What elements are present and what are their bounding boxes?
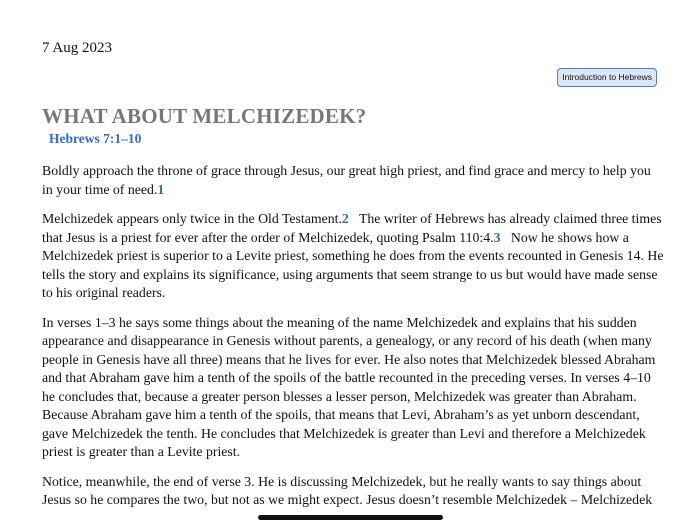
paragraph-3: In verses 1–3 he says some things about the meaning of the name Melchizedek and explains that his sudden appearance and disappearance in Genesis without parents, a genealogy, or any record of his death (when many people in Genesis have all three) means that he lives for ever. He also notes that Melchizedek blessed Abraham and that Abraham gave him a tenth of the spoils of the battle recounted in the preceding verses. In verses 4–10 he concludes that, because a greater person blesses a lesser person, Melchizedek was greater than Abraham. Because Abraham gave him a tenth of the spoils, that means that Levi, Abraham’s as yet unborn descendant, gave Melchizedek the tenth. He concludes that Melchizedek is greater than Levi and therefore a Melchizedek priest is greater than a Levite priest. [42,314,656,459]
date-label: 7 Aug 2023 [42,40,113,56]
article-body [42,162,664,521]
paragraph-2-text-b: The writer of Hebrews has already claimed three times that Jesus is a priest for ever after the order of Melchizedek, quoting Psalm 110:4. [42,211,662,245]
home-indicator[interactable] [258,515,443,520]
footnote-2-link[interactable]: 2 [341,211,349,226]
introduction-to-hebrews-button[interactable]: Introduction to Hebrews [557,68,657,87]
paragraph-1 [42,162,664,199]
paragraph-4: Notice, meanwhile, the end of verse 3. He is discussing Melchizedek, but he really wants to say things about Jesus so he compares the two, but not as we might expect. Jesus doesn’t resemble Melchizedek – Melchizedek [42,473,653,507]
article-title: WHAT ABOUT MELCHIZEDEK? [42,104,367,128]
scripture-reference-link[interactable]: Hebrews 7:1–10 [49,131,142,146]
paragraph-1-text: Boldly approach the throne of grace through Jesus, our great high priest, and find grace and mercy to help you in your time of need. [42,163,651,197]
paragraph-2-text-c: Now he shows how a Melchizedek priest is superior to a Levite priest, something he does from the events recounted in Genesis 14. He tells the story and explains its significance, using arguments that seem strange to us but would have made sense to his original readers. [42,229,664,300]
footnote-3-link[interactable]: 3 [493,229,501,245]
footnote-1-link[interactable]: 1 [157,181,165,197]
paragraph-2 [42,210,664,303]
paragraph-2-text-a: Melchizedek appears only twice in the Old Testament. [42,211,342,226]
